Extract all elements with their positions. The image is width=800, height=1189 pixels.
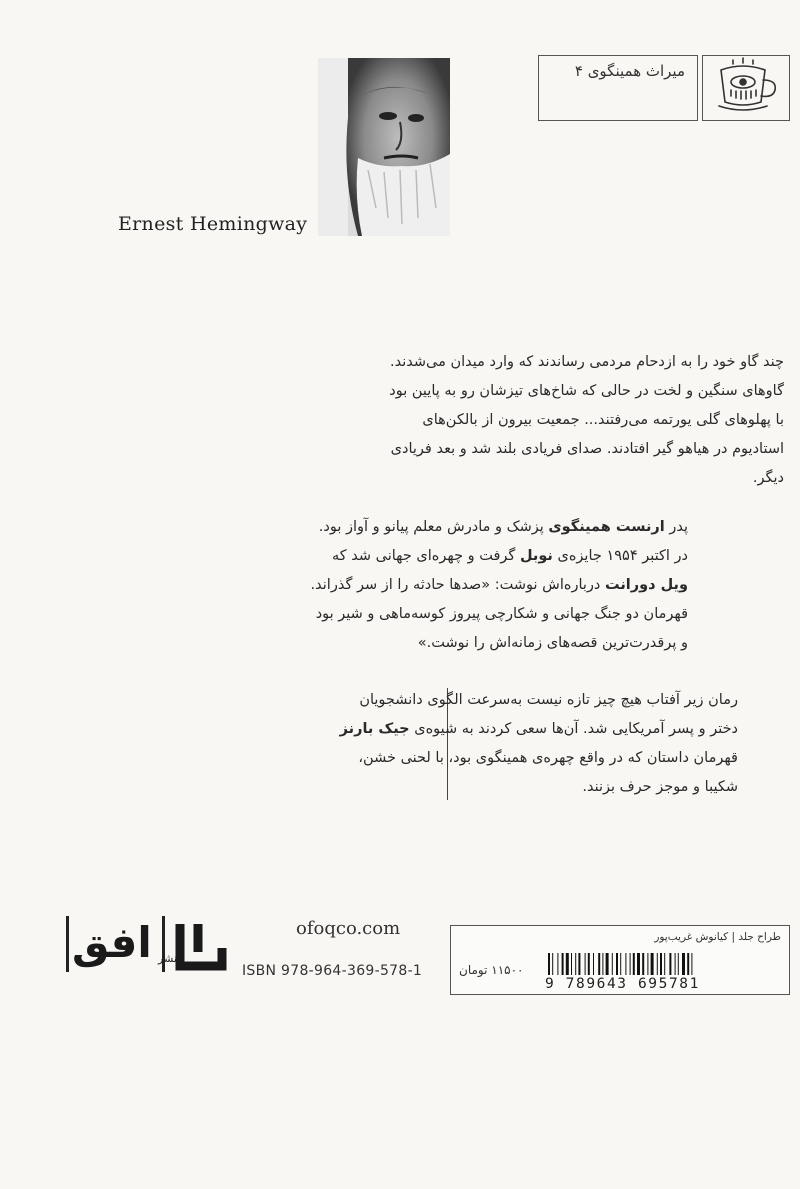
website-url: ofoqco.com [296,918,401,939]
publisher-label: نشر [158,952,177,965]
author-name-bold: ارنست همینگوی [548,519,665,535]
will-durant-bold: ویل دورانت [604,577,688,593]
text-line: دختر و پسر آمریکایی شد. آن‌ها سعی کردند به شیوه‌ی جیک بارنز [339,721,738,737]
text-line: شکیبا و موجز حرف بزنند. [582,779,738,795]
author-portrait [318,58,450,236]
excerpt-paragraph [284,348,784,493]
text-line: رمان زیر آفتاب هیچ چیز تازه نیست به‌سرعت الگوی دانشجویان [359,692,738,708]
designer-credit: طراح جلد | کیانوش غریب‌پور [654,931,781,943]
text-line: ویل دورانت درباره‌اش نوشت: «صدها حادثه را از سر گذراند. [310,577,688,593]
novel-description-paragraph [318,686,738,802]
series-title: میراث همینگوی ۴ [574,62,685,80]
text-line: چند گاو خود را به ازدحام مردمی رساندند که وارد میدان می‌شدند. [390,354,784,370]
coffee-cup-eye-logo-icon [703,56,789,120]
series-box [538,55,698,121]
text-line: و پرقدرت‌ترین قصه‌های زمانه‌اش را نوشت.» [417,635,688,651]
nobel-bold: نوبل [519,548,553,564]
text-line: استادیوم در هیاهو گیر افتادند. صدای فریادی بلند شد و بعد فریادی [390,441,784,457]
text-line: با پهلوهای گلی یورتمه می‌رفتند... جمعیت بیرون از بالکن‌های [422,412,784,428]
author-name: Ernest Hemingway [118,213,308,235]
author-bio-paragraph [228,513,688,658]
text-line: دیگر. [752,470,784,486]
barcode-icon [546,953,784,975]
text-line: گاوهای سنگین و لخت در حالی که شاخ‌های تیزشان رو به پایین بود [389,383,784,399]
barcode-digits: 9 789643 695781 [545,976,700,992]
text-line: پدر ارنست همینگوی پزشک و مادرش معلم پیانو و آواز بود. [318,519,688,535]
text-line: قهرمان داستان که در واقع چهره‌ی همینگوی بود، با لحنی خشن، [358,750,738,766]
isbn-text: ISBN 978-964-369-578-1 [242,963,423,979]
price: ۱۱۵۰۰ تومان [459,963,524,977]
publisher-name: افق [72,918,152,967]
jake-barnes-bold: جیک بارنز [339,721,410,737]
barcode-box [450,925,790,995]
text-line: قهرمان دو جنگ جهانی و شکارچی پیروز کوسه‌ماهی و شیر بود [315,606,688,622]
text-line: در اکتبر ۱۹۵۴ جایزه‌ی نوبل گرفت و چهره‌ای جهانی شد که [331,548,688,564]
series-logo-box [702,55,790,121]
